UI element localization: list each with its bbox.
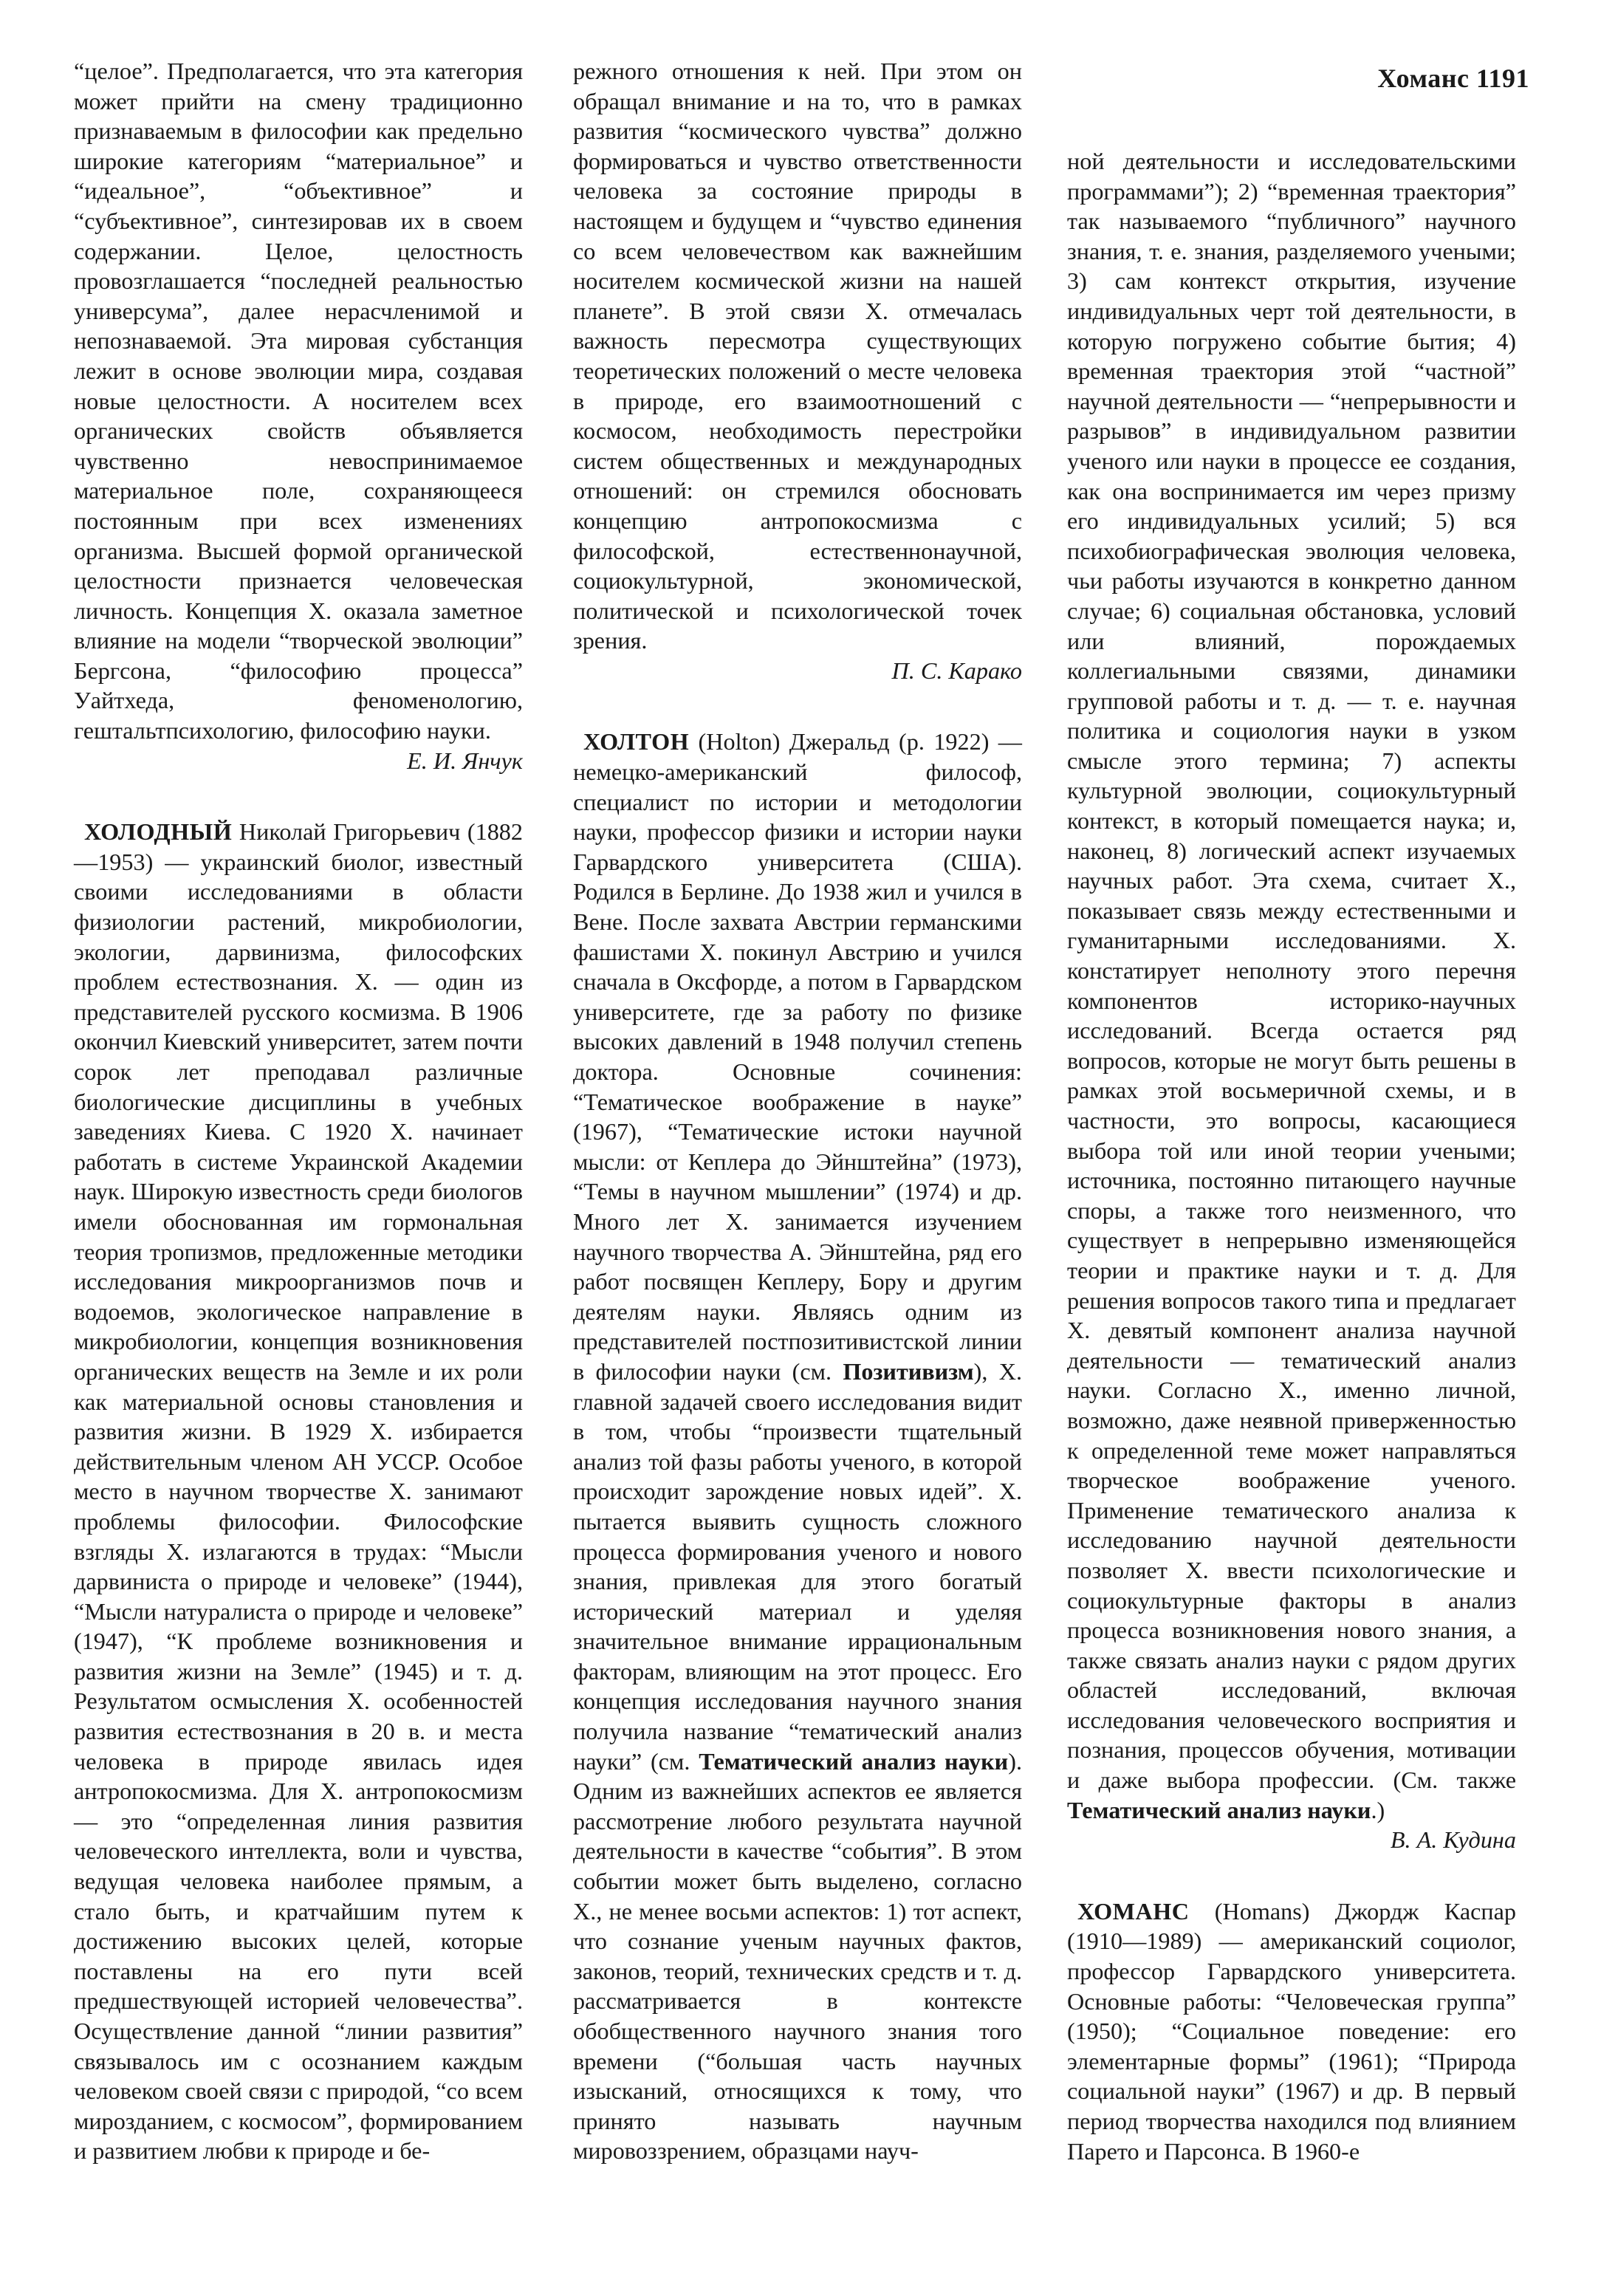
column-1 bbox=[74, 56, 523, 2166]
column-2 bbox=[573, 56, 1022, 2166]
entry-body-text: Николай Григорьевич (1882—1953) — украинский биолог, известный своими исследованиями в области физиологии растений, микробиологии, экологии, дарвинизма, философских проблем естествознания. Х. — один из представителей русского космизма. В 1906 окончил Киевский университет, затем почти сорок лет преподавал различные биологические дисциплины в учебных заведениях Киева. С 1920 Х. начинает работать в системе Украинской Академии наук. Широкую известность среди биологов имели обоснованная им гормональная теория тропизмов, предложенные методики исследования микроорганизмов почв и водоемов, экологическое направление в микробиологии, концепция возникновения органических веществ на Земле и их роли как материальной основы становления и развития жизни. В 1929 Х. избирается действительным членом АН УССР. Особое место в научном творчестве Х. занимают проблемы философии. Философские взгляды Х. излагаются в трудах: “Мысли дарвиниста о природе и человеке” (1944), “Мысли натуралиста о природе и человеке” (1947), “К проблеме возникновения и развития жизни на Земле” (1945) и т. д. Результатом осмысления Х. особенностей развития естествознания в 20 в. и места человека в природе явилась идея антропокосмизма. Для Х. антропокосмизм — это “определенная линия развития человеческого интеллекта, воли и чувства, ведущая человека наиболее прямым, а стало быть, и кратчайшим путем к достижению высоких целей, которые поставлены на его пути всей предшествующей историей человечества”. Осуществление данной “линии развития” связывалось им с осознанием каждым человеком своей связи с природой, “со всем мирозданием, с космосом”, формированием и развитием любви к природе и бе- bbox=[74, 818, 523, 2165]
entry-continuation-text: режного отношения к ней. При этом он обращал внимание и на то, что в рамках развития “космического чувства” должно формироваться и чувство ответственности человека за состояние природы в настоящем и будущем и “чувство единения со всем человечеством как важнейшим носителем космической жизни на нашей планете”. В этой связи Х. отмечалась важность пересмотра существующих теоретических положений о месте человека в природе, его взаимоотношений с космосом, необходимость перестройки систем общественных и международных отношений: он стремился обосновать концепцию антропокосмизма с философской, естественнонаучной, социокультурной, экономической, политической и психологической точек зрения. bbox=[573, 58, 1022, 654]
entry-body-text: ), Х. главной задачей своего исследования видит в том, чтобы “произвести тщательный анализ той фазы работы ученого, в которой происходит зарождение новых идей”. Х. пытается выявить сущность сложного процесса формирования ученого и нового знания, привлекая для этого богатый исторический материал и уделяя значительное внимание иррациональным факторам, влияющим на этот процесс. Его концепция исследования научного знания получила название “тематический анализ науки” (см. bbox=[573, 1357, 1022, 1775]
entry-kholodny bbox=[74, 817, 523, 2166]
entry-continuation-text: “целое”. Предполагается, что эта категория может прийти на смену традиционно признаваемым в философии как предельно широкие категориям “материальное” и “идеальное”, “объективное” и “субъективное”, синтезировав их в своем содержании. Целое, целостность провозглашается “последней реальностью универсума”, далее нерасчленимой и непознаваемой. Эта мировая субстанция лежит в основе эволюции мира, создавая новые целостности. А носителем всех органических свойств объявляется чувственно невоспринимаемое материальное поле, сохраняющееся постоянным при всех изменениях организма. Высшей формой органической целостности признается человеческая личность. Концепция Х. оказала заметное влияние на модели “творческой эволюции” Бергсона, “философию процесса” Уайтхеда, феноменологию, гештальтпсихологию, философию науки. bbox=[74, 58, 523, 744]
entry-body-text: (Homans) Джордж Каспар (1910—1989) — американский социолог, профессор Гарвардского университета. Основные работы: “Человеческая группа” (1950); “Социальное поведение: его элементарные формы” (1961); “Природа социальной науки” (1967) и др. В первый период творчества находился под влиянием Парето и Парсонса. В 1960-е bbox=[1067, 1897, 1516, 2165]
entry-body-text: .) bbox=[1371, 1796, 1385, 1823]
entry-text bbox=[74, 817, 523, 2166]
cross-reference-link[interactable]: Тематический анализ науки bbox=[1067, 1796, 1371, 1823]
entry-body-text: ). Одним из важнейших аспектов ее является рассмотрение любого результата научной деятельности в качестве “события”. В этом событии может быть выделено, согласно Х., не менее восьми аспектов: 1) тот аспект, что сознание ученым научных фактов, законов, теорий, технических средств и т. д. рассматривается в контексте обобщественного научного знания того времени (“большая часть научных изысканий, относящихся к тому, что принято называть научным мировоззрением, образцами науч- bbox=[573, 1747, 1022, 2165]
entry-continuation-text bbox=[1067, 146, 1516, 1825]
entry-holton bbox=[573, 727, 1022, 2166]
column-3 bbox=[1067, 146, 1516, 2166]
entry-text bbox=[573, 727, 1022, 2166]
entry-body-text: (Holton) Джеральд (р. 1922) — немецко-американский философ, специалист по истории и методологии науки, профессор физики и истории науки Гарвардского университета (США). Родился в Берлине. До 1938 жил и учился в Вене. После захвата Австрии германскими фашистами Х. покинул Австрию и учился сначала в Оксфорде, а потом в Гарвардском университете, где за работу по физике высоких давлений в 1948 получил степень доктора. Основные сочинения: “Тематическое воображение в науке” (1967), “Тематические истоки научной мысли: от Кеплера до Эйнштейна” (1973), “Темы в научном мышлении” (1974) и др. Много лет Х. занимается изучением научного творчества А. Эйнштейна, ряд его работ посвящен Кеплеру, Бору и другим деятелям науки. Являясь одним из представителей постпозитивистской линии в философии науки (см. bbox=[573, 728, 1022, 1385]
entry-author: П. С. Карако bbox=[891, 657, 1022, 684]
running-head: Хоманс 1191 bbox=[1377, 64, 1529, 93]
cross-reference-link[interactable]: Тематический анализ науки bbox=[699, 1747, 1009, 1775]
entry-homans bbox=[1067, 1896, 1516, 2166]
entry-author: Е. И. Янчук bbox=[407, 747, 523, 774]
entry-headword: ХОЛТОН bbox=[583, 728, 690, 755]
entry-author: В. А. Кудина bbox=[1390, 1826, 1516, 1854]
entry-headword: ХОМАНС bbox=[1077, 1897, 1190, 1925]
entry-headword: ХОЛОДНЫЙ bbox=[84, 818, 233, 846]
cross-reference-link[interactable]: Позитивизм bbox=[843, 1357, 974, 1385]
entry-text bbox=[1067, 1896, 1516, 2166]
entry-body-text: ной деятельности и исследовательскими программами”); 2) “временная траектория” так называемого “публичного” научного знания, т. е. знания, разделяемого учеными; 3) сам контекст открытия, изучение индивидуальных черт той деятельности, в которую погружено событие бытия; 4) временная траектория этой “частной” научной деятельности — “непрерывности и разрывов” в индивидуальном развитии ученого или науки в процессе ее создания, как она воспринимается им через призму его индивидуальных усилий; 5) вся психобиографическая эволюция человека, чьи работы изучаются в конкретно данном случае; 6) социальная обстановка, условий или влияний, порождаемых коллегиальными связями, динамики групповой работы и т. д. — т. е. научная политика и социология науки в узком смысле этого термина; 7) аспекты культурной эволюции, социокультурный контекст, в который помещается наука; и, наконец, 8) логический аспект изучаемых научных работ. Эта схема, считает Х., показывает связь между естественными и гуманитарными исследованиями. Х. констатирует неполноту этого перечня компонентов историко-научных исследований. Всегда остается ряд вопросов, которые не могут быть решены в рамках этой восьмеричной схемы, и в частности, это вопросы, касающиеся выбора той или иной теории учеными; источника, постоянно питающего научные споры, а также того неизменного, что существует в непрерывно изменяющейся теории и практике науки и т. д. Для решения вопросов такого типа и предлагает Х. девятый компонент анализа научной деятельности — тематический анализ науки. Согласно Х., именно личной, возможно, даже неявной приверженностью к определенной теме может направляться творческое воображение ученого. Применение тематического анализа к исследованию научной деятельности позволяет Х. ввести психологические и социокультурные факторы в анализ процесса возникновения нового знания, а также связать анализ науки с рядом других областей исследований, включая исследования человеческого восприятия и познания, процессов обучения, мотивации и даже выбора профессии. (См. также bbox=[1067, 148, 1516, 1794]
